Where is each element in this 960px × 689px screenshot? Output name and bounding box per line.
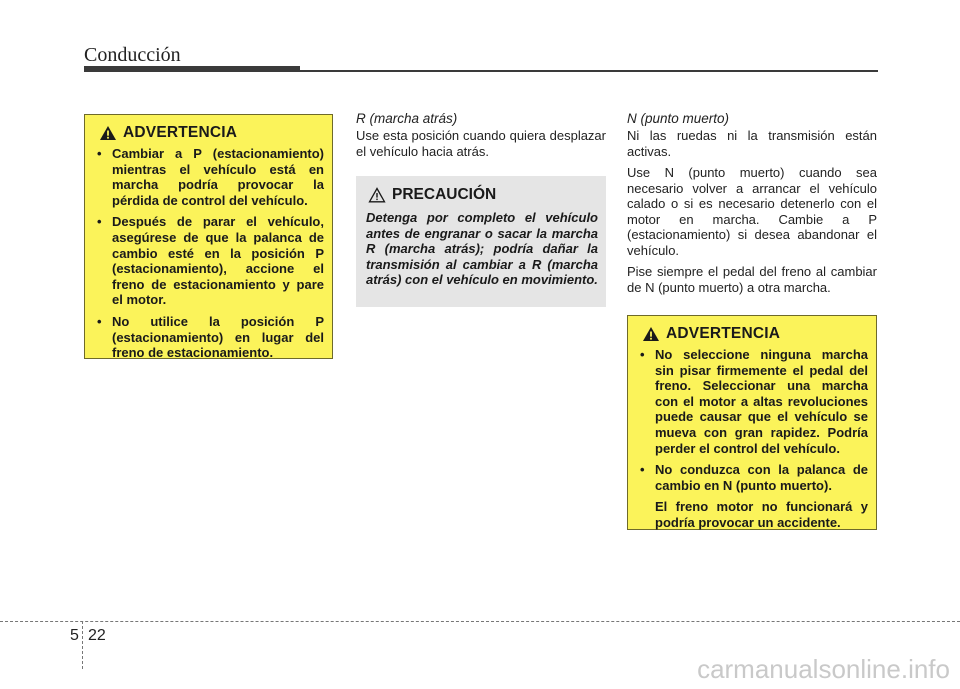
caution-text: Detenga por completo el vehículo antes de engranar o sacar la marcha R (marcha atrás); podría dañar la transmisión al cambiar a R (marcha atrás) con el vehículo en movimiento. <box>366 210 598 288</box>
warning-triangle-icon <box>642 326 660 342</box>
warning-header <box>93 124 324 142</box>
reverse-text <box>356 128 606 165</box>
warning-title: ADVERTENCIA <box>666 325 781 342</box>
warning-item: • Después de parar el vehículo, asegúrese de que la palanca de cambio esté en la posición P (estacionamiento), accione el freno de estacionamiento y pare el motor. <box>93 214 324 308</box>
reverse-paragraph: Use esta posición cuando quiera desplazar el vehículo hacia atrás. <box>356 128 606 159</box>
warning-item: • Cambiar a P (estacionamiento) mientras el vehículo está en marcha podría provocar la pérdida de control del vehículo. <box>93 146 324 208</box>
warning-box-right <box>627 315 877 530</box>
footer-divider <box>0 621 960 622</box>
warning-item-text: No conduzca con la palanca de cambio en N (punto muerto). <box>655 462 868 493</box>
warning-box-left <box>84 114 333 359</box>
footer-page-divider <box>82 621 83 669</box>
chapter-number: 5 <box>70 627 79 644</box>
watermark: carmanualsonline.info <box>697 654 950 684</box>
warning-list <box>93 146 324 361</box>
neutral-paragraph: Ni las ruedas ni la transmisión están activas. <box>627 128 877 159</box>
page-number: 22 <box>88 627 106 644</box>
header-rule-thin <box>300 70 878 72</box>
neutral-paragraph: Pise siempre el pedal del freno al cambiar de N (punto muerto) a otra marcha. <box>627 264 877 295</box>
neutral-text <box>627 128 877 301</box>
warning-item: • No seleccione ninguna marcha sin pisar firmemente el pedal del freno. Seleccionar una marcha con el motor a altas revoluciones puede causar que el vehículo se mueva con gran rapidez. Podría perder el control del vehículo. <box>636 347 868 456</box>
caution-header <box>366 186 598 204</box>
header-rule-thick <box>84 66 300 72</box>
reverse-heading: R (marcha atrás) <box>356 111 458 126</box>
caution-triangle-icon <box>368 187 386 203</box>
warning-list <box>636 347 868 531</box>
warning-item: • No utilice la posición P (estacionamiento) en lugar del freno de estacionamiento. <box>93 314 324 361</box>
warning-item-extra: El freno motor no funcionará y podría provocar un accidente. <box>655 499 868 530</box>
section-title: Conducción <box>84 44 181 66</box>
warning-item <box>636 462 868 530</box>
warning-triangle-icon <box>99 125 117 141</box>
warning-header <box>636 325 868 343</box>
warning-title: ADVERTENCIA <box>123 124 238 141</box>
neutral-paragraph: Use N (punto muerto) cuando sea necesario volver a arrancar el vehículo calado o si es necesario detenerlo con el motor en marcha. Cambie a P (estacionamiento) si desea abandonar el vehículo. <box>627 165 877 258</box>
caution-box <box>356 176 606 307</box>
neutral-heading: N (punto muerto) <box>627 111 730 126</box>
caution-title: PRECAUCIÓN <box>392 186 497 203</box>
